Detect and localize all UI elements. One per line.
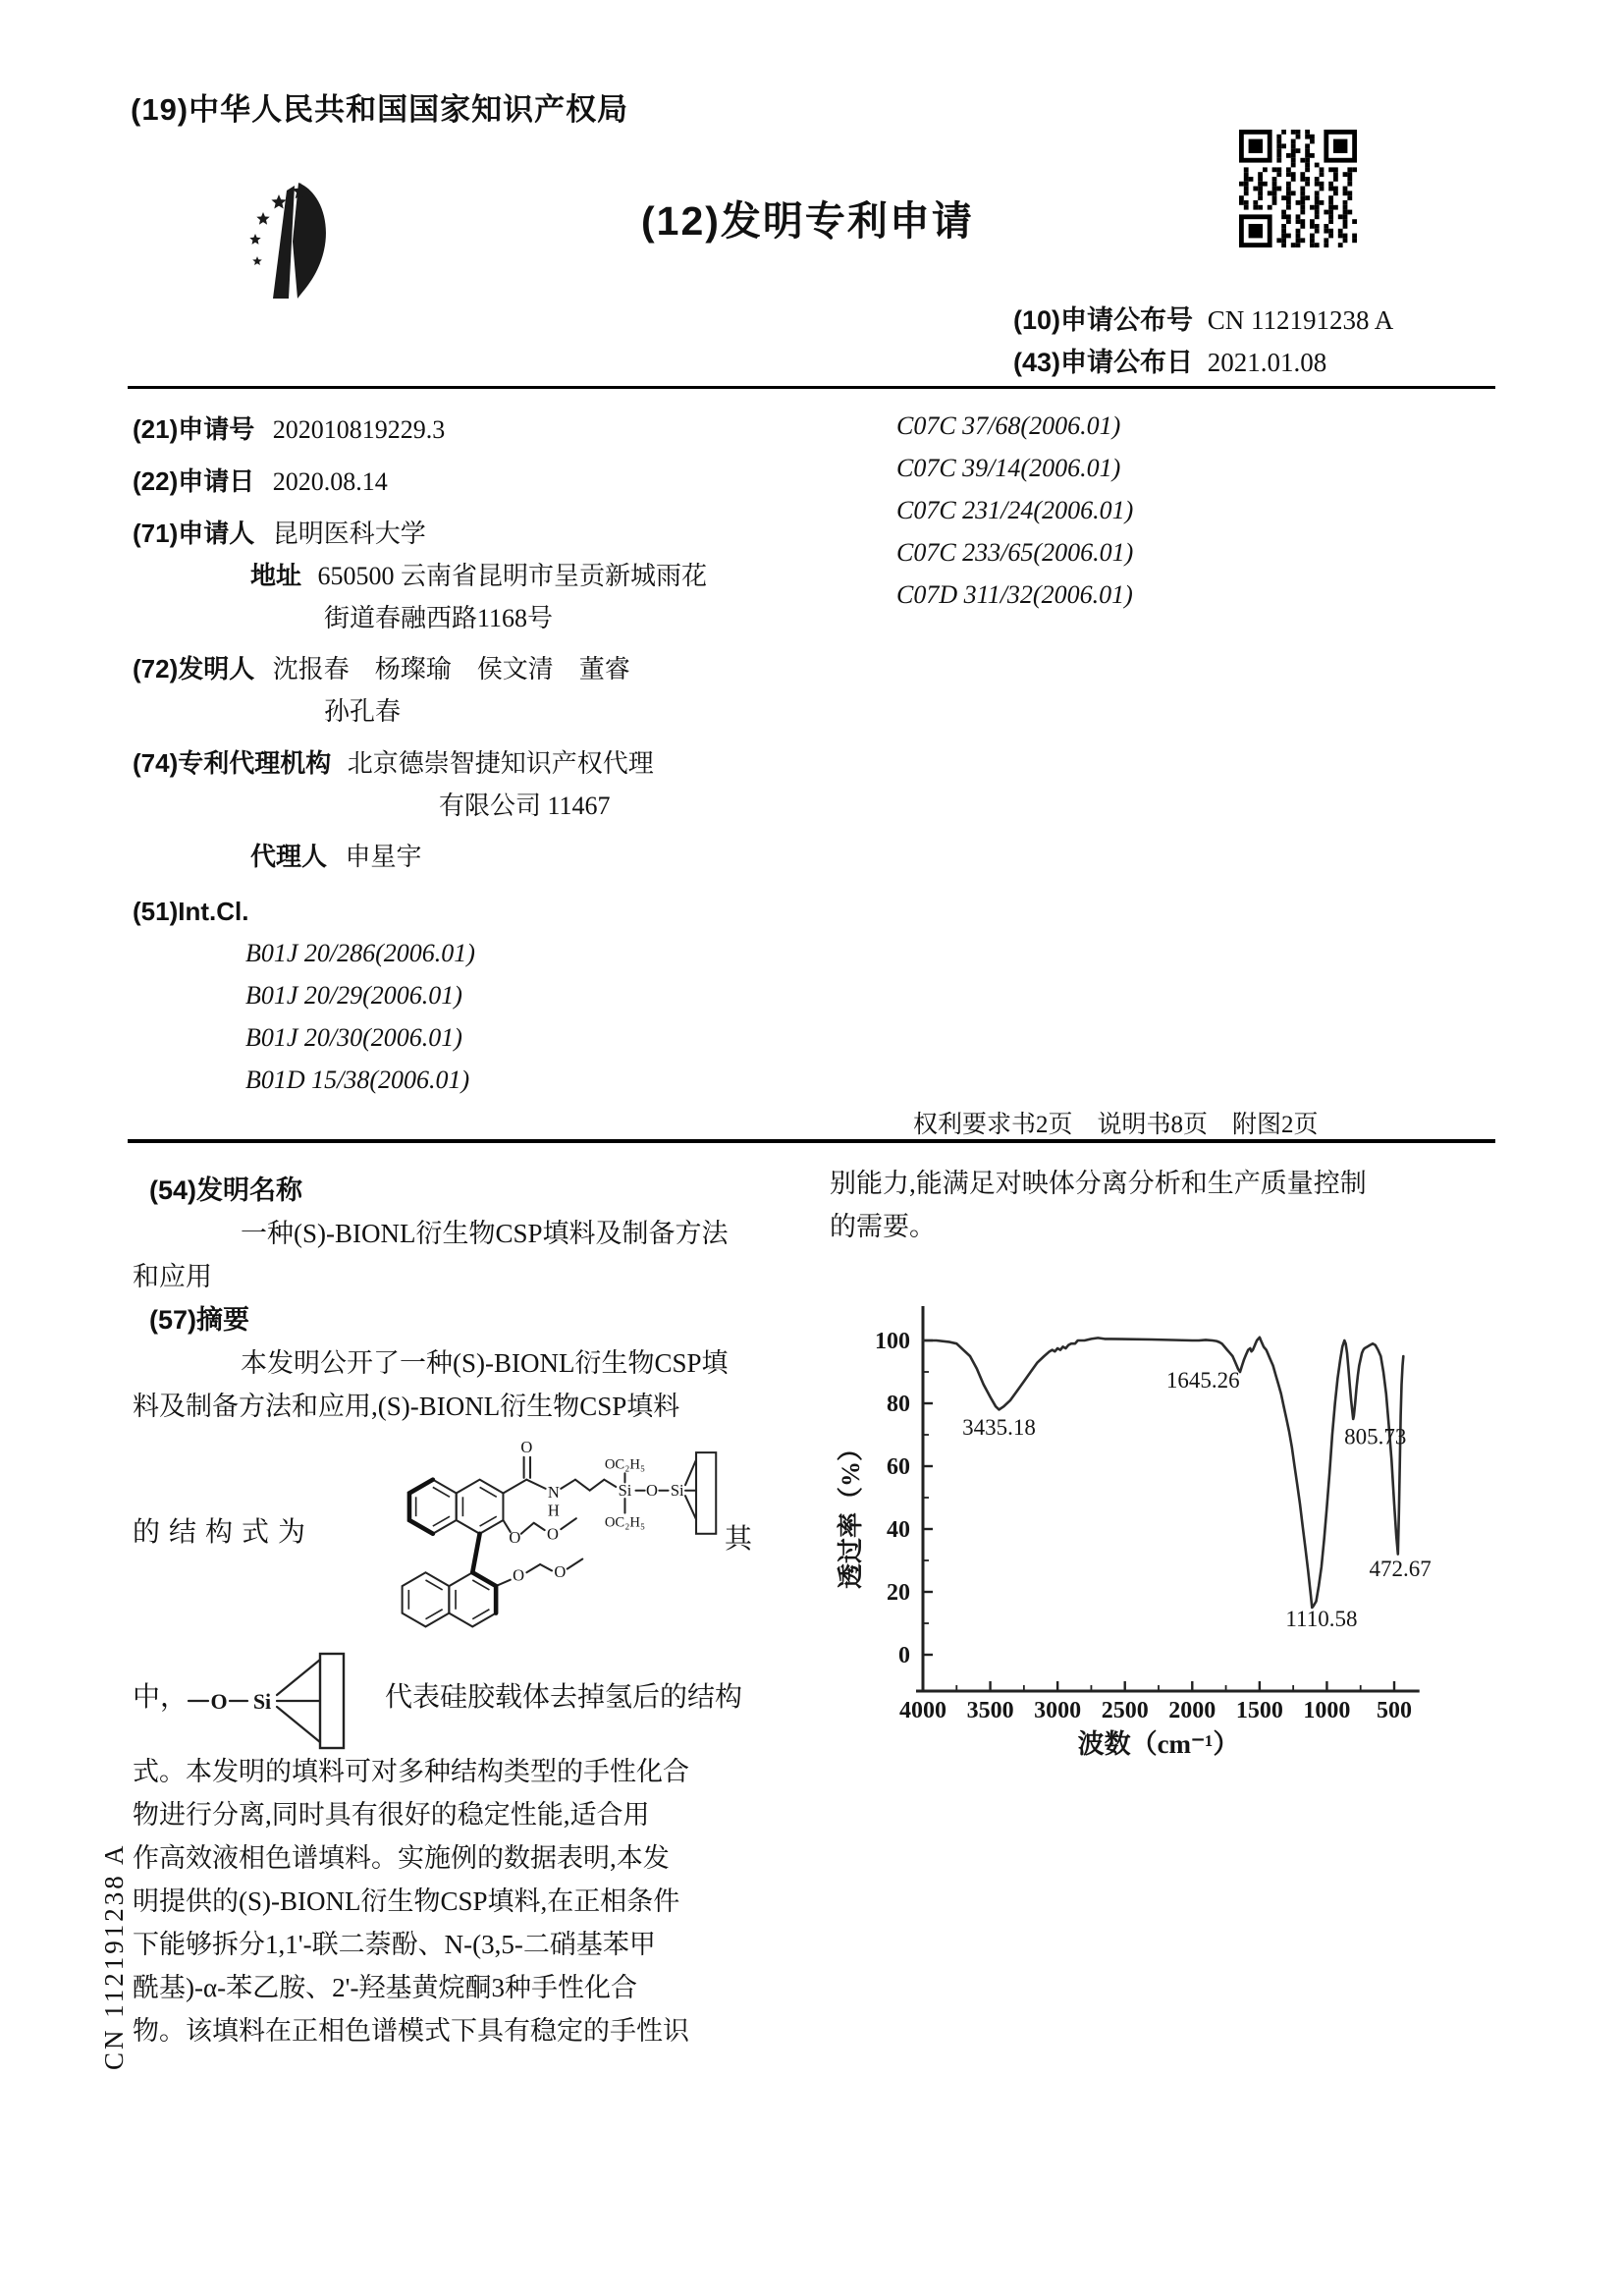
intcl-left-3: B01D 15/38(2006.01) <box>245 1066 470 1094</box>
abstract-line1: 本发明公开了一种(S)-BIONL衍生物CSP填 <box>241 1348 729 1378</box>
svg-text:500: 500 <box>1377 1698 1412 1723</box>
mom1-oxygen2-label: O <box>547 1524 559 1544</box>
abstract-para2-line6: 物。该填料在正相色谱模式下具有稳定的手性识 <box>133 2016 689 2046</box>
agency-line1: 北京德崇智捷知识产权代理 <box>347 749 654 778</box>
para2-prefix-text: 中， <box>133 1682 189 1713</box>
intcl-right-3: C07C 233/65(2006.01) <box>896 538 1134 567</box>
intcl-left-2: B01J 20/30(2006.01) <box>245 1023 462 1052</box>
mom1-oxygen1-label: O <box>509 1527 521 1547</box>
svg-text:100: 100 <box>875 1329 910 1354</box>
ethoxy-bottom-label: OC₂H₅ <box>604 1514 646 1531</box>
publication-number-label: (10)申请公布号 <box>1013 305 1194 335</box>
abstract-para2-line4: 下能够拆分1,1'-联二萘酚、N-(3,5-二硝基苯甲 <box>133 1930 656 1959</box>
address-line2: 街道春融西路1168号 <box>324 604 554 632</box>
silicon2-label: Si <box>670 1481 684 1501</box>
amide-hydrogen-label: H <box>547 1501 560 1520</box>
invention-title-line1: 一种(S)-BIONL衍生物CSP填料及制备方法 <box>241 1219 729 1248</box>
address-row <box>250 556 707 592</box>
abstract-para2-line5: 酰基)-α-苯乙胺、2'-羟基黄烷酮3种手性化合 <box>133 1973 637 2002</box>
agency-line2: 有限公司 11467 <box>439 792 611 820</box>
intcl-right-1: C07C 39/14(2006.01) <box>896 454 1121 482</box>
inventors-row <box>133 649 630 685</box>
symbol-oxygen-label: O <box>210 1689 228 1714</box>
abstract-para2-line0: 式。本发明的填料可对多种结构类型的手性化合 <box>133 1757 689 1786</box>
svg-text:2500: 2500 <box>1101 1698 1149 1723</box>
svg-text:40: 40 <box>887 1517 910 1543</box>
chemical-structure-formula <box>353 1422 719 1685</box>
abstract-line2: 料及制备方法和应用,(S)-BIONL衍生物CSP填料 <box>133 1392 680 1421</box>
svg-text:20: 20 <box>887 1580 910 1606</box>
publication-date-value: 2021.01.08 <box>1207 348 1327 377</box>
svg-text:60: 60 <box>887 1454 910 1480</box>
svg-text:0: 0 <box>898 1643 910 1668</box>
svg-text:4000: 4000 <box>899 1698 946 1723</box>
publication-number-value: CN 112191238 A <box>1207 305 1394 335</box>
invention-title-line2: 和应用 <box>133 1262 212 1291</box>
application-number-row <box>133 410 445 446</box>
structure-suffix-text: 其 <box>725 1524 753 1555</box>
qr-code-icon <box>1239 130 1357 247</box>
svg-text:3500: 3500 <box>966 1698 1014 1723</box>
svg-text:2000: 2000 <box>1168 1698 1216 1723</box>
publication-date-row <box>1013 341 1326 379</box>
svg-text:3000: 3000 <box>1034 1698 1082 1723</box>
abstract-para2-line2: 作高效液相色谱填料。实施例的数据表明,本发 <box>133 1843 670 1873</box>
address-label: 地址 <box>250 561 302 590</box>
bridge-oxygen-label: O <box>646 1481 658 1501</box>
carbonyl-oxygen-label: O <box>520 1438 533 1457</box>
agent-label: 代理人 <box>250 842 328 871</box>
application-number-label: (21)申请号 <box>133 414 255 444</box>
inventors-line2: 孙孔春 <box>324 697 402 726</box>
abstract-para2-line3: 明提供的(S)-BIONL衍生物CSP填料,在正相条件 <box>133 1886 680 1916</box>
intcl-right-4: C07D 311/32(2006.01) <box>896 580 1133 609</box>
agent-row <box>250 837 422 873</box>
agency-row <box>133 743 654 780</box>
section-divider <box>128 1139 1495 1143</box>
document-type-title: (12)发明专利申请 <box>641 198 974 244</box>
mom2-oxygen1-label: O <box>513 1565 525 1585</box>
inventors-label: (72)发明人 <box>133 654 255 683</box>
svg-text:1110.58: 1110.58 <box>1285 1607 1358 1632</box>
issuing-authority: (19)中华人民共和国国家知识产权局 <box>131 92 629 127</box>
para2-after-symbol-text: 代表硅胶载体去掉氢后的结构 <box>385 1682 743 1713</box>
svg-text:472.67: 472.67 <box>1369 1557 1432 1581</box>
amide-nitrogen-label: N <box>547 1483 560 1503</box>
filing-date-value: 2020.08.14 <box>272 467 388 496</box>
svg-text:805.73: 805.73 <box>1344 1424 1407 1449</box>
address-line1: 650500 云南省昆明市呈贡新城雨花 <box>317 562 708 590</box>
publication-number-row <box>1013 299 1393 337</box>
agency-label: (74)专利代理机构 <box>133 748 332 778</box>
abstract-para2-line1: 物进行分离,同时具有很好的稳定性能,适合用 <box>133 1800 650 1830</box>
side-publication-code: CN 112191238 A <box>99 1842 129 2070</box>
invention-title-label: (54)发明名称 <box>149 1175 303 1205</box>
intcl-label: (51)Int.Cl. <box>133 897 249 926</box>
svg-text:3435.18: 3435.18 <box>962 1415 1036 1440</box>
applicant-label: (71)申请人 <box>133 519 255 548</box>
silica-support-symbol <box>185 1644 377 1758</box>
silicon1-label: Si <box>618 1481 632 1501</box>
svg-text:80: 80 <box>887 1392 910 1417</box>
mom2-oxygen2-label: O <box>554 1561 567 1581</box>
intcl-right-0: C07C 37/68(2006.01) <box>896 411 1121 440</box>
intcl-right-2: C07C 231/24(2006.01) <box>896 496 1134 524</box>
intcl-left-1: B01J 20/29(2006.01) <box>245 981 462 1010</box>
svg-text:1000: 1000 <box>1303 1698 1351 1723</box>
symbol-silicon-label: Si <box>252 1689 272 1714</box>
svg-text:1645.26: 1645.26 <box>1165 1368 1240 1393</box>
intcl-left-0: B01J 20/286(2006.01) <box>245 939 475 967</box>
agent-value: 申星宇 <box>345 843 422 871</box>
inventors-line1: 沈报春 杨璨瑜 侯文清 董睿 <box>272 655 630 683</box>
applicant-row <box>133 514 426 550</box>
svg-text:透过率（%）: 透过率（%） <box>837 1435 865 1590</box>
cnipa-logo-icon <box>243 179 338 328</box>
abstract-label: (57)摘要 <box>149 1305 250 1335</box>
abstract-cont-line1: 的需要。 <box>830 1212 936 1241</box>
ir-spectrum-chart <box>830 1267 1453 1763</box>
application-number-value: 202010819229.3 <box>272 415 446 444</box>
svg-text:1500: 1500 <box>1235 1698 1283 1723</box>
structure-prefix-text: 的结构式为 <box>133 1517 315 1548</box>
pages-info: 权利要求书2页 说明书8页 附图2页 <box>913 1112 1319 1138</box>
filing-date-label: (22)申请日 <box>133 466 255 496</box>
ethoxy-top-label: OC₂H₅ <box>604 1456 646 1473</box>
filing-date-row <box>133 462 388 498</box>
svg-text:波数（cm⁻¹）: 波数（cm⁻¹） <box>1077 1729 1240 1759</box>
header-divider <box>128 386 1495 389</box>
applicant-value: 昆明医科大学 <box>272 519 426 548</box>
publication-date-label: (43)申请公布日 <box>1013 348 1194 377</box>
abstract-cont-line0: 别能力,能满足对映体分离分析和生产质量控制 <box>830 1169 1367 1198</box>
